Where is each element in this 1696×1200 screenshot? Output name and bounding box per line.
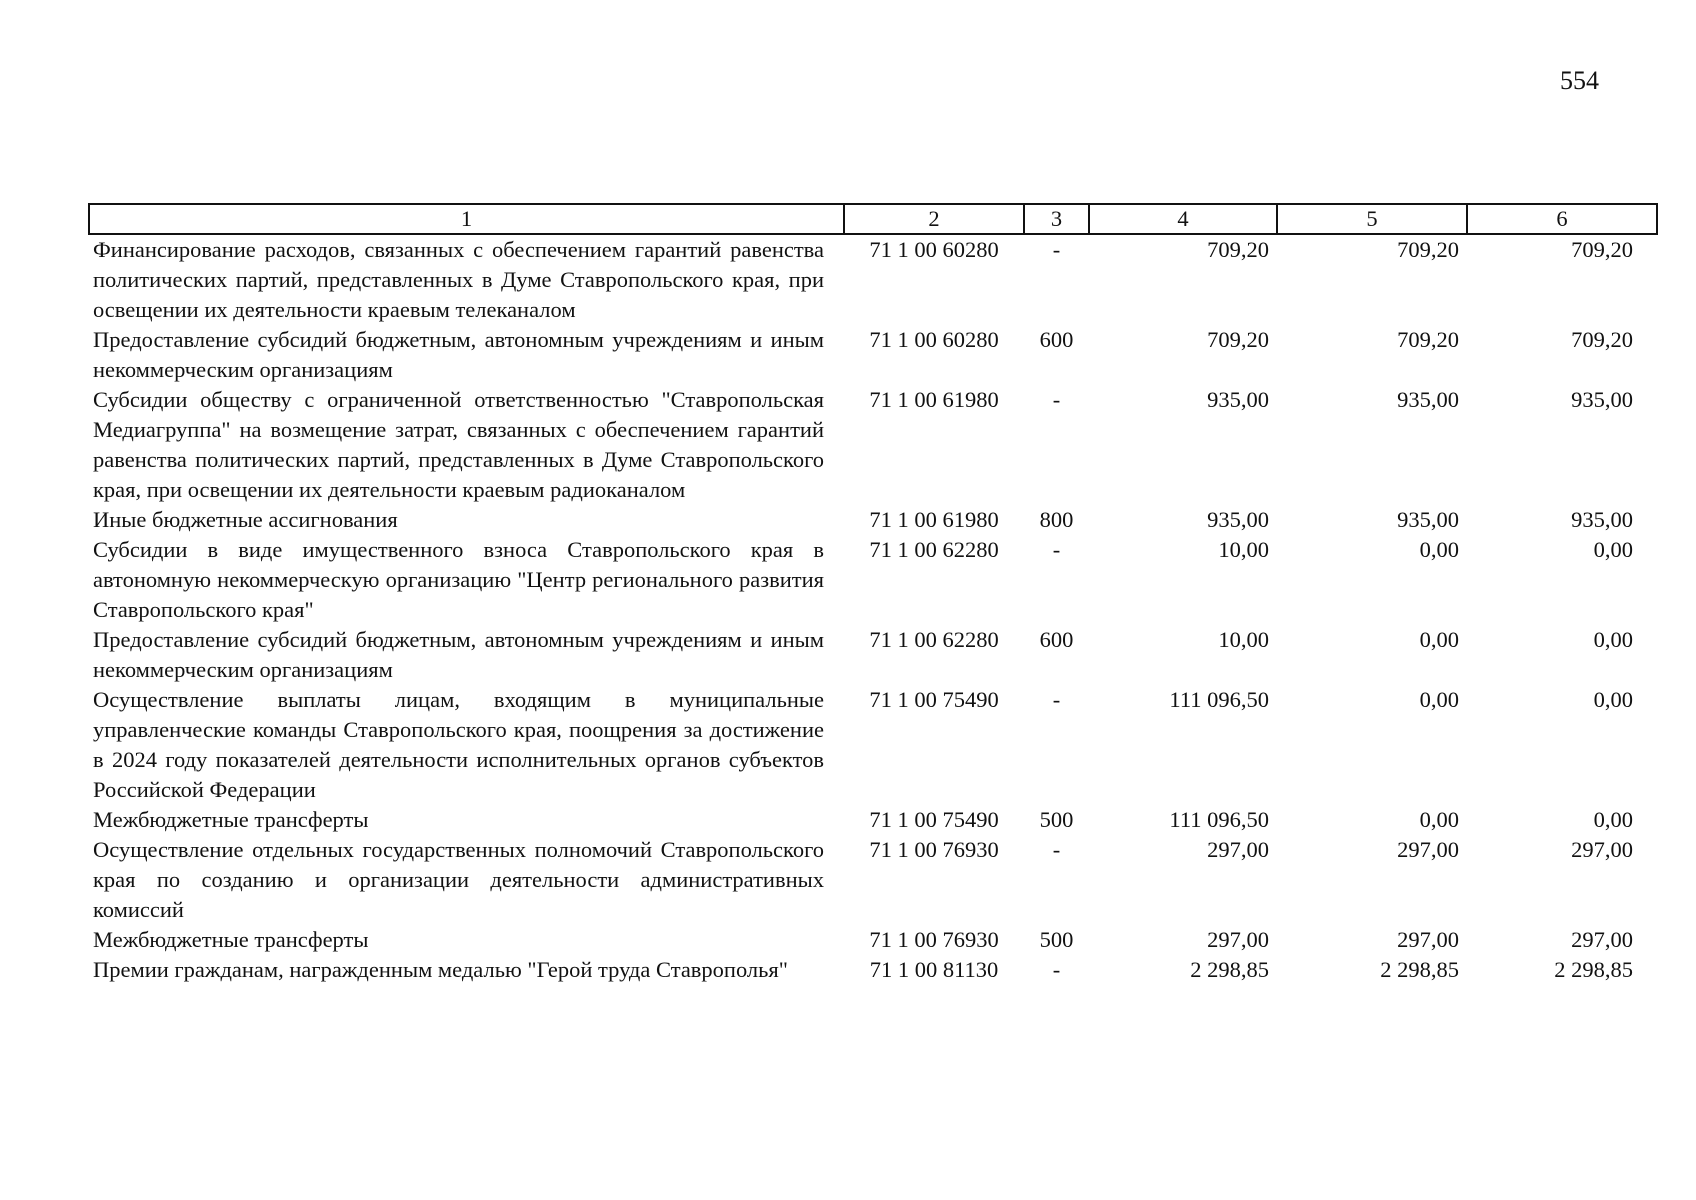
- row-value-4: 935,00: [1207, 387, 1269, 412]
- row-code: 71 1 00 75490: [869, 807, 999, 832]
- row-value-6: 297,00: [1571, 837, 1633, 862]
- row-name: Межбюджетные трансферты: [93, 927, 369, 952]
- row-value-4: 709,20: [1207, 237, 1269, 262]
- row-value-6: 935,00: [1571, 507, 1633, 532]
- column-header-4: 4: [1089, 204, 1277, 234]
- row-code: 71 1 00 61980: [869, 507, 999, 532]
- row-expense-type: 600: [1039, 327, 1074, 352]
- row-value-4: 10,00: [1218, 627, 1269, 652]
- row-name: Предоставление субсидий бюджетным, автономным учреждениям и иным некоммерческим организациям: [93, 627, 824, 682]
- row-value-5: 935,00: [1397, 507, 1459, 532]
- table-row: [89, 805, 1657, 835]
- row-name: Предоставление субсидий бюджетным, автономным учреждениям и иным некоммерческим организациям: [93, 327, 824, 382]
- row-name: Финансирование расходов, связанных с обеспечением гарантий равенства политических партий, представленных в Думе Ставропольского края, при освещении их деятельности краевым телеканалом: [93, 237, 824, 322]
- row-value-5: 935,00: [1397, 387, 1459, 412]
- row-value-4: 297,00: [1207, 837, 1269, 862]
- row-value-5: 0,00: [1419, 627, 1459, 652]
- row-value-5: 297,00: [1397, 837, 1459, 862]
- row-value-5: 709,20: [1397, 237, 1459, 262]
- row-value-5: 297,00: [1397, 927, 1459, 952]
- table-row: [89, 925, 1657, 955]
- row-code: 71 1 00 60280: [869, 237, 999, 262]
- table-row: [89, 505, 1657, 535]
- row-expense-type: 500: [1039, 927, 1074, 952]
- row-expense-type: -: [1052, 387, 1061, 412]
- row-code: 71 1 00 76930: [869, 837, 999, 862]
- row-value-6: 935,00: [1571, 387, 1633, 412]
- row-expense-type: 500: [1039, 807, 1074, 832]
- row-value-6: 0,00: [1593, 537, 1633, 562]
- row-value-6: 709,20: [1571, 237, 1633, 262]
- column-header-3: 3: [1024, 204, 1089, 234]
- row-name: Премии гражданам, награжденным медалью "Герой труда Ставрополья": [93, 957, 788, 982]
- row-expense-type: -: [1052, 837, 1061, 862]
- row-code: 71 1 00 61980: [869, 387, 999, 412]
- row-name: Межбюджетные трансферты: [93, 807, 369, 832]
- table-row: [89, 234, 1657, 325]
- column-header-5: 5: [1277, 204, 1467, 234]
- row-value-5: 709,20: [1397, 327, 1459, 352]
- row-value-5: 0,00: [1419, 537, 1459, 562]
- row-expense-type: 600: [1039, 627, 1074, 652]
- row-name: Осуществление отдельных государственных полномочий Ставропольского края по созданию и организации деятельности административных комиссий: [93, 837, 824, 922]
- row-value-4: 111 096,50: [1169, 807, 1269, 832]
- row-code: 71 1 00 60280: [869, 327, 999, 352]
- table-row: [89, 625, 1657, 685]
- row-name: Субсидии обществу с ограниченной ответственностью "Ставропольская Медиагруппа" на возмещение затрат, связанных с обеспечением гарантий равенства политических партий, представленных в Думе Ставропольского края, при освещении их деятельности краевым радиоканалом: [93, 387, 824, 502]
- table-row: [89, 955, 1657, 985]
- row-expense-type: -: [1052, 537, 1061, 562]
- row-expense-type: -: [1052, 687, 1061, 712]
- row-expense-type: -: [1052, 957, 1061, 982]
- row-value-6: 0,00: [1593, 687, 1633, 712]
- row-value-6: 297,00: [1571, 927, 1633, 952]
- row-name: Осуществление выплаты лицам, входящим в муниципальные управленческие команды Ставропольского края, поощрения за достижение в 2024 году показателей деятельности исполнительных органов субъектов Российской Федерации: [93, 687, 824, 802]
- row-value-5: 0,00: [1419, 687, 1459, 712]
- row-code: 71 1 00 75490: [869, 687, 999, 712]
- column-header-2: 2: [844, 204, 1024, 234]
- row-value-4: 297,00: [1207, 927, 1269, 952]
- row-value-4: 111 096,50: [1169, 687, 1269, 712]
- table-header-row: [89, 204, 1657, 234]
- row-value-4: 935,00: [1207, 507, 1269, 532]
- page-number: 554: [1560, 66, 1599, 95]
- row-value-4: 2 298,85: [1190, 957, 1269, 982]
- row-name: Иные бюджетные ассигнования: [93, 507, 398, 532]
- row-value-6: 709,20: [1571, 327, 1633, 352]
- row-value-4: 10,00: [1218, 537, 1269, 562]
- row-code: 71 1 00 62280: [869, 537, 999, 562]
- table-row: [89, 535, 1657, 625]
- column-header-1: 1: [89, 204, 844, 234]
- row-code: 71 1 00 76930: [869, 927, 999, 952]
- row-value-4: 709,20: [1207, 327, 1269, 352]
- row-expense-type: 800: [1039, 507, 1074, 532]
- row-code: 71 1 00 62280: [869, 627, 999, 652]
- table-row: [89, 835, 1657, 925]
- table-row: [89, 325, 1657, 385]
- row-value-5: 0,00: [1419, 807, 1459, 832]
- column-header-6: 6: [1467, 204, 1657, 234]
- row-value-6: 0,00: [1593, 627, 1633, 652]
- budget-table: [88, 203, 1658, 985]
- row-code: 71 1 00 81130: [869, 957, 999, 982]
- row-name: Субсидии в виде имущественного взноса Ставропольского края в автономную некоммерческую организацию "Центр регионального развития Ставропольского края": [93, 537, 824, 622]
- row-value-5: 2 298,85: [1380, 957, 1459, 982]
- row-value-6: 0,00: [1593, 807, 1633, 832]
- row-value-6: 2 298,85: [1554, 957, 1633, 982]
- table-row: [89, 385, 1657, 505]
- row-expense-type: -: [1052, 237, 1061, 262]
- table-row: [89, 685, 1657, 805]
